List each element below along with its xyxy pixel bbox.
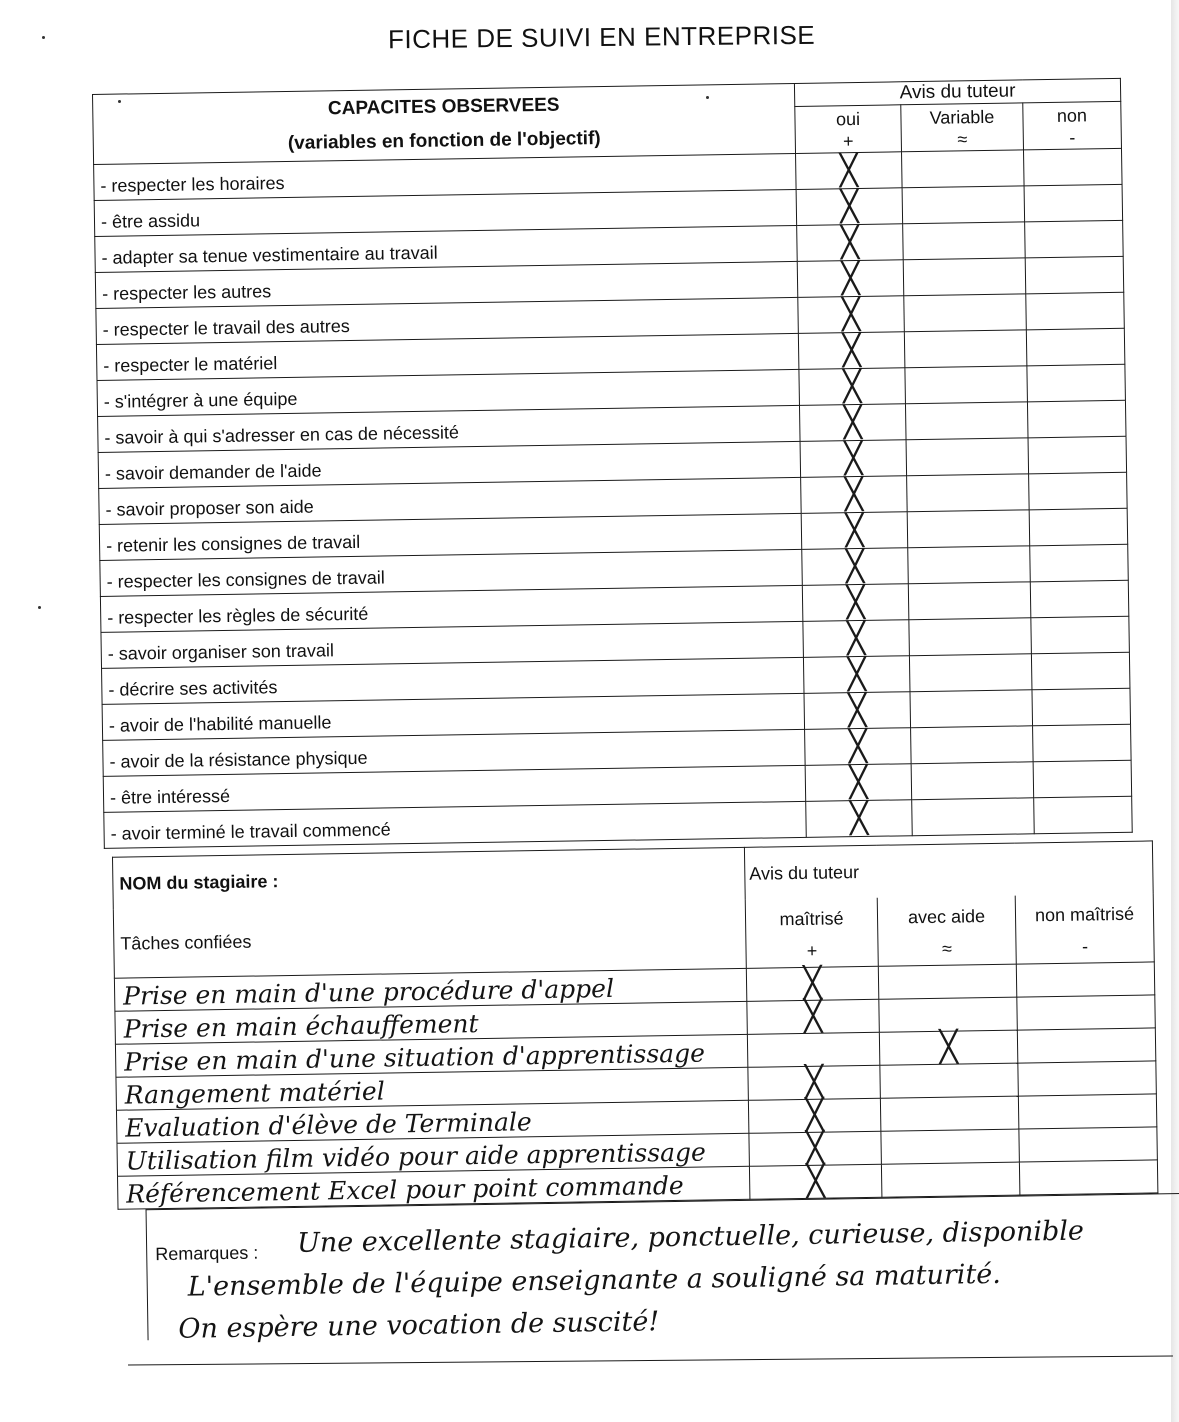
rating-cell-non[interactable] bbox=[1027, 400, 1126, 438]
capacities-header-title: CAPACITES OBSERVEES bbox=[327, 94, 560, 119]
col-variable-symbol: ≈ bbox=[957, 129, 968, 150]
cross-mark-icon: ╳ bbox=[847, 692, 867, 728]
cross-mark-icon: ╳ bbox=[849, 800, 869, 836]
rating-cell-non[interactable] bbox=[1027, 364, 1126, 402]
tasks-body bbox=[112, 841, 1157, 1209]
rating-cell-non[interactable] bbox=[1029, 472, 1128, 510]
remarks-line-2: L'ensemble de l'équipe enseignante a souligné sa maturité. bbox=[187, 1258, 1002, 1303]
task-rating-cell-maitrise[interactable] bbox=[746, 966, 879, 1001]
cross-mark-icon: ╳ bbox=[939, 1029, 958, 1065]
tasks-avis-header: Avis du tuteur bbox=[744, 841, 1153, 900]
col-non-symbol: - bbox=[1069, 127, 1076, 148]
cross-mark-icon: ╳ bbox=[844, 440, 863, 476]
task-label: Rangement matériel bbox=[116, 1067, 748, 1110]
rating-cell-variable[interactable] bbox=[906, 438, 1029, 476]
remarks-line-1: Une excellente stagiaire, ponctuelle, curieuse, disponible bbox=[296, 1215, 1085, 1259]
rating-cell-variable[interactable] bbox=[910, 690, 1033, 728]
rating-cell-variable[interactable] bbox=[911, 726, 1034, 764]
col-oui-symbol: + bbox=[842, 131, 854, 152]
rating-cell-non[interactable] bbox=[1033, 724, 1132, 762]
cross-mark-icon: ╳ bbox=[847, 656, 867, 692]
rating-cell-oui[interactable] bbox=[796, 152, 903, 190]
rating-cell-variable[interactable] bbox=[903, 222, 1026, 260]
capacity-label: - respecter les consignes de travail bbox=[100, 549, 802, 596]
task-rating-cell-avec-aide[interactable] bbox=[880, 1096, 1019, 1131]
task-rating-cell-non-maitrise[interactable] bbox=[1017, 995, 1156, 1030]
cross-mark-icon: ╳ bbox=[803, 965, 822, 1001]
rating-cell-oui[interactable] bbox=[801, 512, 908, 550]
capacity-label: - savoir demander de l'aide bbox=[98, 441, 800, 488]
cross-mark-icon: ╳ bbox=[845, 548, 865, 584]
task-rating-cell-avec-aide[interactable] bbox=[878, 964, 1017, 999]
rating-cell-non[interactable] bbox=[1032, 688, 1131, 726]
cross-mark-icon: ╳ bbox=[846, 620, 866, 656]
rating-cell-oui[interactable] bbox=[805, 764, 912, 802]
rating-cell-oui[interactable] bbox=[797, 260, 904, 298]
capacity-label: - s'intégrer à une équipe bbox=[97, 369, 799, 416]
cross-mark-icon: ╳ bbox=[840, 188, 859, 224]
cross-mark-icon: ╳ bbox=[804, 1064, 824, 1100]
rating-cell-non[interactable] bbox=[1031, 652, 1130, 690]
cross-mark-icon: ╳ bbox=[842, 332, 861, 368]
rating-cell-non[interactable] bbox=[1034, 796, 1133, 834]
rating-cell-oui[interactable] bbox=[804, 692, 911, 730]
remarks-section bbox=[146, 1193, 1179, 1359]
scan-speck bbox=[38, 606, 41, 609]
rating-cell-non[interactable] bbox=[1026, 292, 1125, 330]
cross-mark-icon: ╳ bbox=[842, 368, 862, 404]
rating-cell-non[interactable] bbox=[1025, 256, 1124, 294]
rating-cell-non[interactable] bbox=[1031, 616, 1130, 654]
col-non-maitrise-symbol: - bbox=[1081, 936, 1089, 957]
rating-cell-non[interactable] bbox=[1025, 220, 1124, 258]
cross-mark-icon: ╳ bbox=[845, 512, 864, 548]
rating-cell-variable[interactable] bbox=[902, 150, 1025, 188]
task-rating-cell-non-maitrise[interactable] bbox=[1019, 1127, 1158, 1162]
capacity-label: - avoir de l'habilité manuelle bbox=[102, 693, 804, 740]
rating-cell-oui[interactable] bbox=[803, 620, 910, 658]
rating-cell-non[interactable] bbox=[1028, 436, 1127, 474]
col-maitrise-symbol: + bbox=[806, 940, 818, 961]
rating-cell-oui[interactable] bbox=[802, 584, 909, 622]
task-rating-cell-avec-aide[interactable] bbox=[880, 1063, 1019, 1098]
rating-cell-oui[interactable] bbox=[798, 332, 905, 370]
capacity-label: - savoir organiser son travail bbox=[101, 621, 803, 668]
task-label: Prise en main échauffement bbox=[115, 1001, 747, 1044]
rating-cell-oui[interactable] bbox=[797, 224, 904, 262]
task-rating-cell-maitrise[interactable] bbox=[748, 1065, 881, 1100]
capacities-table bbox=[92, 78, 1133, 849]
cross-mark-icon: ╳ bbox=[803, 998, 823, 1034]
rating-cell-oui[interactable] bbox=[800, 440, 907, 478]
rating-cell-variable[interactable] bbox=[905, 366, 1028, 404]
task-rating-cell-non-maitrise[interactable] bbox=[1018, 1061, 1157, 1096]
task-rating-cell-maitrise[interactable] bbox=[747, 1032, 880, 1067]
task-label: Utilisation film vidéo pour aide apprentissage bbox=[117, 1133, 749, 1176]
cross-mark-icon: ╳ bbox=[841, 296, 861, 332]
capacity-label: - avoir de la résistance physique bbox=[103, 729, 805, 776]
cross-mark-icon: ╳ bbox=[839, 152, 859, 188]
rating-cell-variable[interactable] bbox=[909, 618, 1032, 656]
task-rating-cell-avec-aide[interactable] bbox=[881, 1129, 1020, 1164]
col-non-header bbox=[1023, 101, 1122, 150]
remarks-box bbox=[146, 1193, 1179, 1345]
capacity-label: - avoir terminé le travail commencé bbox=[104, 801, 806, 848]
cross-mark-icon: ╳ bbox=[841, 260, 860, 296]
capacities-header bbox=[93, 83, 796, 164]
capacities-body bbox=[94, 148, 1133, 848]
cross-mark-icon: ╳ bbox=[846, 584, 865, 620]
tasks-label: Tâches confiées bbox=[113, 900, 746, 978]
rating-cell-non[interactable] bbox=[1030, 580, 1129, 618]
rating-cell-oui[interactable] bbox=[805, 728, 912, 766]
rating-cell-non[interactable] bbox=[1029, 508, 1128, 546]
rating-cell-variable[interactable] bbox=[905, 402, 1028, 440]
rating-cell-non[interactable] bbox=[1026, 328, 1125, 366]
capacity-label: - respecter le travail des autres bbox=[96, 297, 798, 344]
rating-cell-variable[interactable] bbox=[911, 762, 1034, 800]
remarks-line-3: On espère une vocation de suscité! bbox=[178, 1306, 660, 1345]
col-variable-label: Variable bbox=[929, 106, 995, 128]
capacity-label: - respecter le matériel bbox=[96, 333, 798, 380]
rating-cell-variable[interactable] bbox=[909, 654, 1032, 692]
cross-mark-icon: ╳ bbox=[849, 764, 868, 800]
task-rating-cell-avec-aide[interactable] bbox=[881, 1162, 1020, 1197]
rating-cell-oui[interactable] bbox=[799, 404, 906, 442]
remarks-label: Remarques : bbox=[155, 1242, 259, 1265]
task-rating-cell-non-maitrise[interactable] bbox=[1018, 1094, 1157, 1129]
scan-speck bbox=[42, 36, 45, 39]
capacities-header-subtitle: (variables en fonction de l'objectif) bbox=[287, 127, 601, 154]
capacity-label: - respecter les règles de sécurité bbox=[100, 585, 802, 632]
col-non-maitrise-header bbox=[1015, 893, 1154, 964]
rating-cell-oui[interactable] bbox=[796, 188, 903, 226]
cross-mark-icon: ╳ bbox=[844, 476, 864, 512]
task-label: Evaluation d'élève de Terminale bbox=[116, 1100, 748, 1143]
rating-cell-variable[interactable] bbox=[903, 258, 1026, 296]
rating-cell-oui[interactable] bbox=[801, 476, 908, 514]
col-oui-label: oui bbox=[835, 108, 861, 130]
rating-cell-non[interactable] bbox=[1024, 184, 1123, 222]
rating-cell-oui[interactable] bbox=[799, 368, 906, 406]
rating-cell-oui[interactable] bbox=[798, 296, 905, 334]
rating-cell-variable[interactable] bbox=[912, 798, 1035, 836]
rating-cell-non[interactable] bbox=[1030, 544, 1129, 582]
form-sheet bbox=[92, 77, 1172, 1359]
capacity-label: - être assidu bbox=[94, 189, 796, 236]
rating-cell-variable[interactable] bbox=[907, 474, 1030, 512]
cross-mark-icon: ╳ bbox=[806, 1163, 825, 1199]
task-rating-cell-avec-aide[interactable] bbox=[879, 1030, 1018, 1065]
capacity-label: - respecter les horaires bbox=[94, 153, 796, 200]
rating-cell-variable[interactable] bbox=[907, 510, 1030, 548]
capacity-label: - savoir proposer son aide bbox=[99, 477, 801, 524]
task-rating-cell-avec-aide[interactable] bbox=[879, 997, 1018, 1032]
rating-cell-variable[interactable] bbox=[908, 582, 1031, 620]
rating-cell-oui[interactable] bbox=[806, 800, 913, 838]
col-avec-aide-label: avec aide bbox=[907, 906, 986, 928]
task-rating-cell-non-maitrise[interactable] bbox=[1017, 1028, 1156, 1063]
rating-cell-oui[interactable] bbox=[803, 656, 910, 694]
task-label: Prise en main d'une procédure d'appel bbox=[114, 968, 746, 1011]
col-avec-aide-header bbox=[877, 896, 1016, 967]
rating-cell-variable[interactable] bbox=[904, 294, 1027, 332]
col-maitrise-label: maîtrisé bbox=[779, 908, 844, 930]
rating-cell-oui[interactable] bbox=[802, 548, 909, 586]
cross-mark-icon: ╳ bbox=[843, 404, 863, 440]
task-label: Référencement Excel pour point commande bbox=[118, 1166, 750, 1209]
col-maitrise-header bbox=[745, 898, 878, 969]
col-non-maitrise-label: non maîtrisé bbox=[1034, 903, 1135, 926]
cross-mark-icon: ╳ bbox=[848, 728, 868, 764]
task-rating-cell-maitrise[interactable] bbox=[749, 1164, 882, 1199]
task-rating-cell-maitrise[interactable] bbox=[749, 1131, 882, 1166]
task-rating-cell-maitrise[interactable] bbox=[747, 999, 880, 1034]
task-rating-cell-maitrise[interactable] bbox=[748, 1098, 881, 1133]
document-title: FICHE DE SUIVI EN ENTREPRISE bbox=[387, 19, 816, 55]
task-label: Prise en main d'une situation d'apprentissage bbox=[115, 1034, 747, 1077]
rating-cell-variable[interactable] bbox=[902, 186, 1025, 224]
capacity-label: - retenir les consignes de travail bbox=[99, 513, 801, 560]
col-variable-header bbox=[901, 103, 1024, 152]
capacity-label: - décrire ses activités bbox=[102, 657, 804, 704]
tasks-table bbox=[112, 840, 1158, 1209]
cross-mark-icon: ╳ bbox=[840, 224, 860, 260]
col-oui-header bbox=[795, 105, 902, 154]
capacity-label: - respecter les autres bbox=[95, 261, 797, 308]
col-non-label: non bbox=[1056, 105, 1088, 126]
trainee-name-label: NOM du stagiaire : bbox=[112, 847, 745, 909]
capacity-label: - adapter sa tenue vestimentaire au travail bbox=[95, 225, 797, 272]
col-avec-aide-symbol: ≈ bbox=[941, 938, 953, 959]
rating-cell-variable[interactable] bbox=[904, 330, 1027, 368]
rating-cell-variable[interactable] bbox=[908, 546, 1031, 584]
avis-tuteur-header: Avis du tuteur bbox=[794, 78, 1120, 106]
task-rating-cell-non-maitrise[interactable] bbox=[1016, 962, 1155, 997]
task-rating-cell-non-maitrise[interactable] bbox=[1019, 1160, 1158, 1195]
cross-mark-icon: ╳ bbox=[805, 1097, 824, 1133]
capacity-label: - être intéressé bbox=[103, 765, 805, 812]
rating-cell-non[interactable] bbox=[1023, 148, 1122, 186]
cross-mark-icon: ╳ bbox=[805, 1130, 825, 1166]
rating-cell-non[interactable] bbox=[1033, 760, 1132, 798]
capacity-label: - savoir à qui s'adresser en cas de nécessité bbox=[98, 405, 800, 452]
